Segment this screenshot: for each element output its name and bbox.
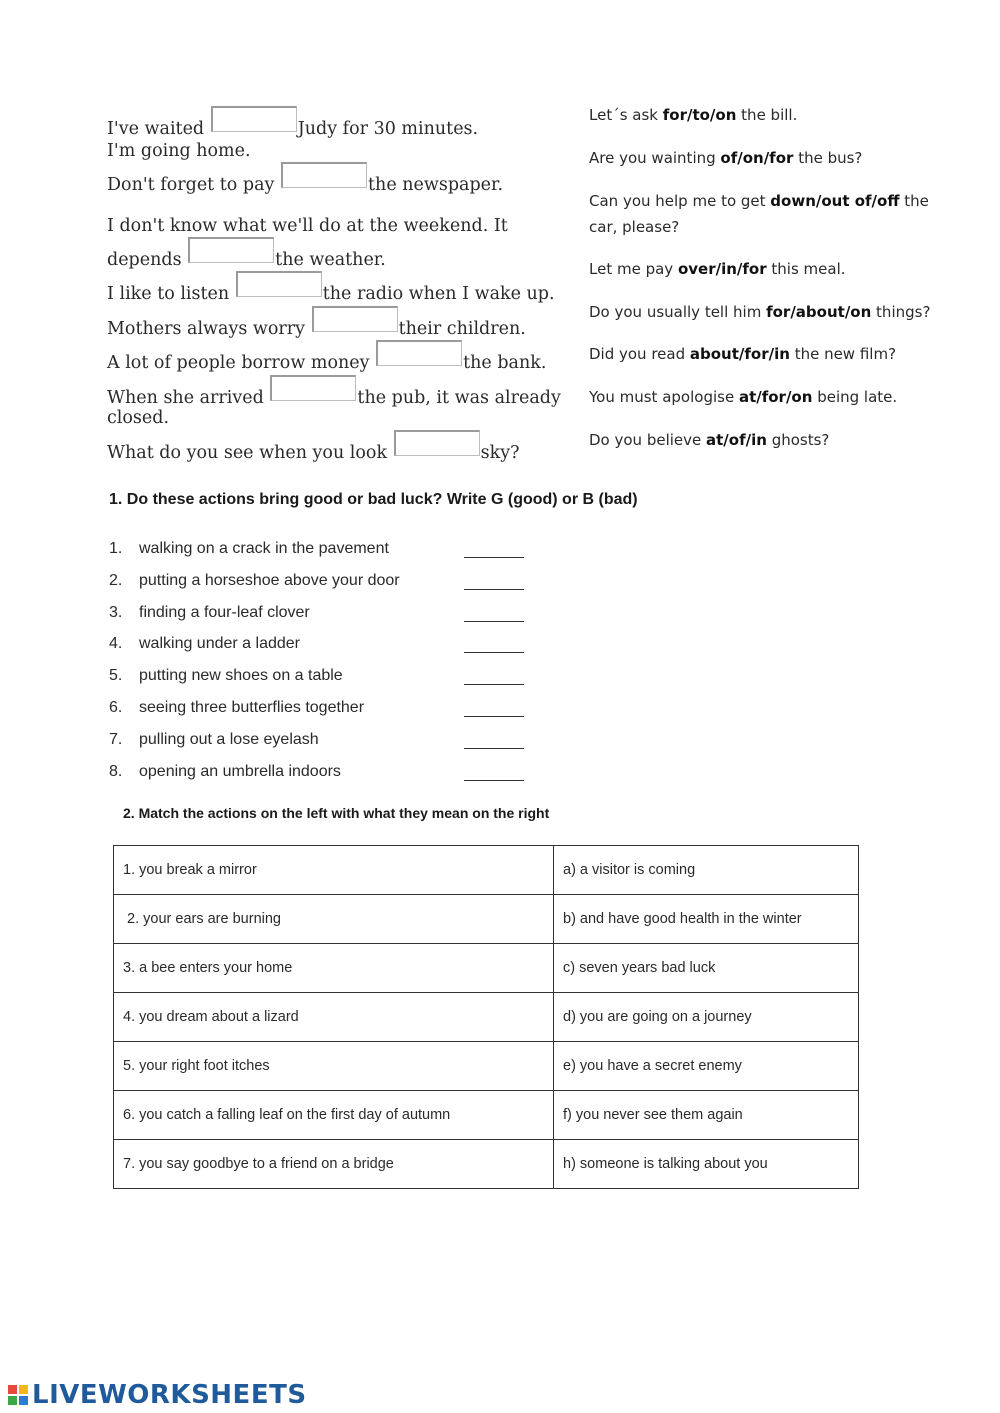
left-cell: 7. you say goodbye to a friend on a bridge	[114, 1140, 554, 1189]
answer-blank[interactable]	[464, 540, 524, 558]
choice-sentence-1: Let´s ask for/to/on the bill.	[589, 106, 798, 124]
sentence-3-lead: I don't know what we'll do at the weekend. It	[107, 216, 508, 236]
answer-blank[interactable]	[464, 731, 524, 749]
choice-sentence-7: You must apologise at/for/on being late.	[589, 388, 898, 406]
section-1-title: 1. Do these actions bring good or bad luck? Write G (good) or B (bad)	[109, 491, 638, 508]
sentence-text: depends	[107, 250, 182, 270]
sentence-text: sky?	[480, 443, 520, 463]
answer-box-6[interactable]	[376, 340, 462, 366]
preposition-options[interactable]: at/of/in	[706, 431, 767, 449]
right-cell: e) you have a secret enemy	[554, 1042, 859, 1091]
list-item: 5. putting new shoes on a table	[109, 667, 343, 685]
answer-blank[interactable]	[464, 604, 524, 622]
preposition-options[interactable]: over/in/for	[677, 260, 767, 278]
preposition-options[interactable]: down/out of/off	[770, 192, 900, 210]
right-cell: a) a visitor is coming	[554, 846, 859, 895]
logo-grid-icon	[8, 1385, 28, 1405]
answer-box-5[interactable]	[312, 306, 398, 332]
left-cell: 2. your ears are burning	[114, 895, 554, 944]
answer-box-1[interactable]	[211, 106, 297, 132]
sentence-text: Don't forget to pay	[107, 175, 275, 195]
sentence-text: the radio when I wake up.	[322, 284, 555, 304]
list-item: 3. finding a four-leaf clover	[109, 604, 310, 622]
answer-blank[interactable]	[464, 667, 524, 685]
sentence-7	[107, 375, 561, 408]
preposition-options[interactable]: of/on/for	[720, 149, 794, 167]
table-row	[114, 1091, 859, 1140]
answer-blank[interactable]	[464, 763, 524, 781]
right-cell: d) you are going on a journey	[554, 993, 859, 1042]
sentence-1-continued: I'm going home.	[107, 141, 251, 161]
sentence-4	[107, 271, 555, 304]
answer-box-7[interactable]	[270, 375, 356, 401]
choice-sentence-3-continued: car, please?	[589, 218, 680, 236]
list-item: 2. putting a horseshoe above your door	[109, 572, 400, 590]
sentence-text: What do you see when you look	[107, 443, 388, 463]
answer-box-4[interactable]	[236, 271, 322, 297]
list-item: 8. opening an umbrella indoors	[109, 763, 341, 781]
answer-blank[interactable]	[464, 699, 524, 717]
preposition-options[interactable]: about/for/in	[689, 345, 790, 363]
sentence-5	[107, 306, 526, 339]
table-row	[114, 993, 859, 1042]
logo-text: LIVEWORKSHEETS	[32, 1380, 307, 1410]
sentence-text: the pub, it was already	[357, 388, 561, 408]
answer-blank[interactable]	[464, 572, 524, 590]
answer-blank[interactable]	[464, 635, 524, 653]
sentence-text: the bank.	[463, 353, 547, 373]
choice-sentence-4: Let me pay over/in/for this meal.	[589, 260, 846, 278]
table-row	[114, 1042, 859, 1091]
sentence-text: their children.	[398, 319, 526, 339]
sentence-text: the weather.	[275, 250, 386, 270]
table-row	[114, 895, 859, 944]
list-item: 7. pulling out a lose eyelash	[109, 731, 319, 749]
sentence-text: Mothers always worry	[107, 319, 306, 339]
left-cell: 5. your right foot itches	[114, 1042, 554, 1091]
answer-box-2[interactable]	[281, 162, 367, 188]
list-item: 4. walking under a ladder	[109, 635, 300, 653]
sentence-text: the newspaper.	[368, 175, 504, 195]
right-cell: f) you never see them again	[554, 1091, 859, 1140]
sentence-3	[107, 237, 386, 270]
left-cell: 1. you break a mirror	[114, 846, 554, 895]
preposition-options[interactable]: for/about/on	[766, 303, 872, 321]
sentence-6	[107, 340, 546, 373]
choice-sentence-6: Did you read about/for/in the new film?	[589, 345, 897, 363]
right-cell: h) someone is talking about you	[554, 1140, 859, 1189]
left-cell: 6. you catch a falling leaf on the first day of autumn	[114, 1091, 554, 1140]
sentence-text: When she arrived	[107, 388, 264, 408]
preposition-options[interactable]: at/for/on	[738, 388, 813, 406]
sentence-text: Judy for 30 minutes.	[297, 119, 479, 139]
right-cell: b) and have good health in the winter	[554, 895, 859, 944]
right-cell: c) seven years bad luck	[554, 944, 859, 993]
table-row	[114, 846, 859, 895]
section-2-title: 2. Match the actions on the left with what they mean on the right	[123, 805, 550, 821]
sentence-1	[107, 106, 478, 139]
sentence-7-continued: closed.	[107, 408, 170, 428]
left-cell: 4. you dream about a lizard	[114, 993, 554, 1042]
answer-box-8[interactable]	[394, 430, 480, 456]
list-item: 6. seeing three butterflies together	[109, 699, 364, 717]
choice-sentence-3: Can you help me to get down/out of/off the	[589, 192, 929, 210]
sentence-8	[107, 430, 520, 463]
liveworksheets-logo[interactable]	[8, 1380, 307, 1410]
table-row	[114, 1140, 859, 1189]
left-cell: 3. a bee enters your home	[114, 944, 554, 993]
list-item: 1. walking on a crack in the pavement	[109, 540, 389, 558]
table-row	[114, 944, 859, 993]
preposition-options[interactable]: for/to/on	[662, 106, 737, 124]
matching-table	[113, 845, 859, 1189]
choice-sentence-8: Do you believe at/of/in ghosts?	[589, 431, 830, 449]
choice-sentence-5: Do you usually tell him for/about/on things?	[589, 303, 931, 321]
sentence-text: I've waited	[107, 119, 205, 139]
sentence-text: I like to listen	[107, 284, 230, 304]
choice-sentence-2: Are you wainting of/on/for the bus?	[589, 149, 863, 167]
sentence-2	[107, 162, 503, 195]
sentence-text: A lot of people borrow money	[107, 353, 370, 373]
answer-box-3[interactable]	[188, 237, 274, 263]
